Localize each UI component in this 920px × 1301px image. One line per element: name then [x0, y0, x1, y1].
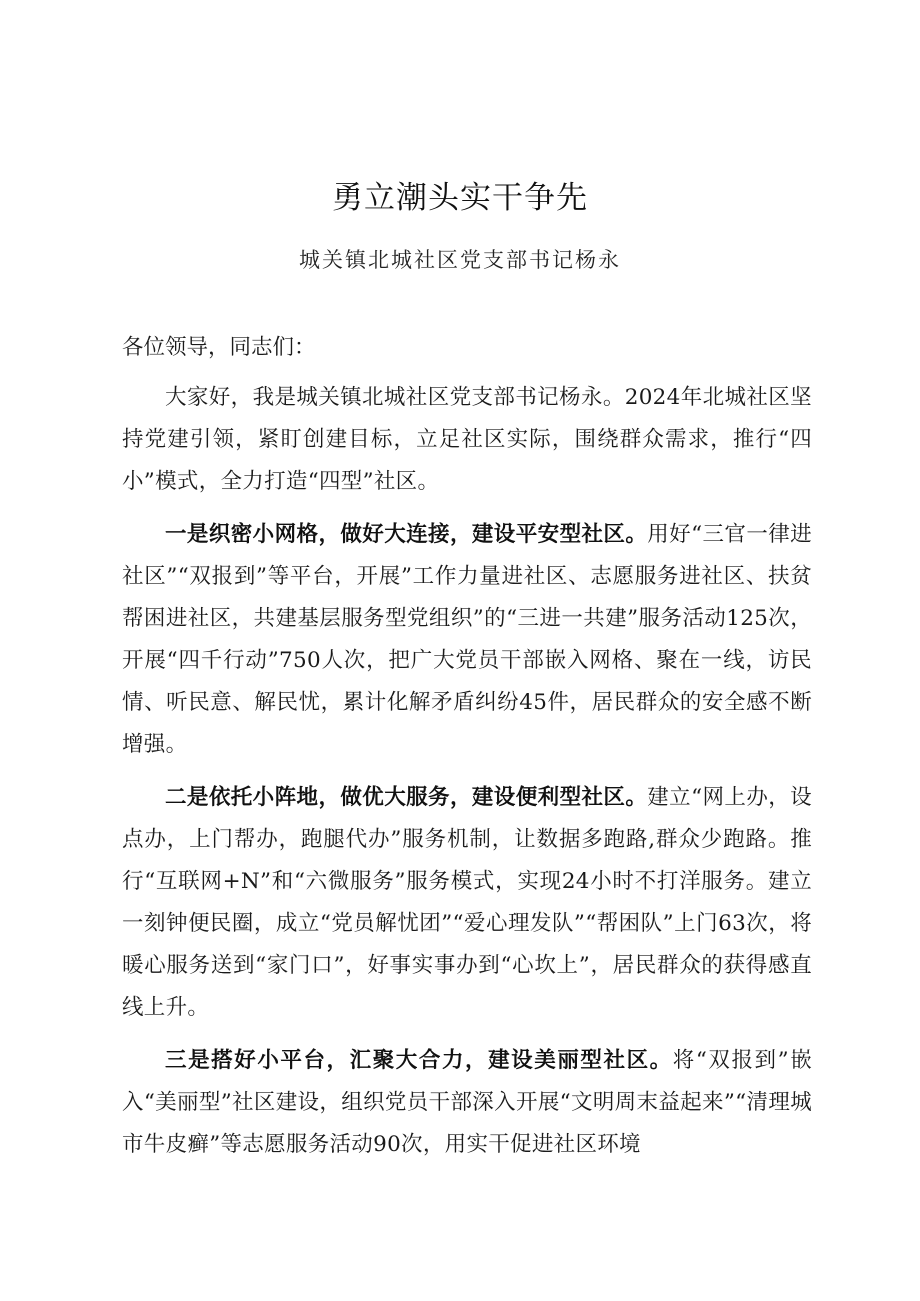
salutation: 各位领导，同志们：: [122, 335, 316, 360]
paragraph-beauty-lead: 三是搭好小平台，汇聚大合力，建设美丽型社区。: [165, 1048, 673, 1073]
paragraph-convenience: [122, 777, 812, 1029]
paragraph-beauty-text: 将“双报到”嵌入“美丽型”社区建设，组织党员干部深入开展“文明周末益起来”“清理城市牛皮癣”等志愿服务活动90次，用实干促进社区环境: [122, 1048, 812, 1157]
paragraph-safety-lead: 一是织密小网格，做好大连接，建设平安型社区。: [165, 522, 648, 547]
paragraph-safety: [122, 514, 812, 766]
author-byline: 城关镇北城社区党支部书记杨永: [299, 248, 621, 272]
paragraph-intro-text: 大家好，我是城关镇北城社区党支部书记杨永。2024年北城社区坚持党建引领，紧盯创建目标，立足社区实际，围绕群众需求，推行“四小”模式，全力打造“四型”社区。: [122, 385, 812, 494]
speech-body: [122, 327, 812, 1166]
paragraph-safety-text: 用好“三官一律进社区”“双报到”等平台，开展”工作力量进社区、志愿服务进社区、扶贫帮困进社区，共建基层服务型党组织”的“三进一共建”服务活动125次，开展“四千行动”750人次，把广大党员干部嵌入网格、聚在一线，访民情、听民意、解民忧，累计化解矛盾纠纷45件，居民群众的安全感不断增强。: [122, 522, 812, 757]
paragraph-convenience-lead: 二是依托小阵地，做优大服务，建设便利型社区。: [165, 785, 648, 810]
paragraph-intro: [122, 377, 812, 503]
paragraph-beauty: [122, 1040, 812, 1166]
document-title: 勇立潮头实干争先: [332, 180, 588, 216]
paragraph-convenience-text: 建立“网上办，设点办，上门帮办，跑腿代办”服务机制，让数据多跑路,群众少跑路。推行“互联网+N”和“六微服务”服务模式，实现24小时不打洋服务。建立一刻钟便民圈，成立“党员解忧团”“爱心理发队”“帮困队”上门63次，将暖心服务送到“家门口”，好事实事办到“心坎上”，居民群众的获得感直线上升。: [122, 785, 812, 1020]
